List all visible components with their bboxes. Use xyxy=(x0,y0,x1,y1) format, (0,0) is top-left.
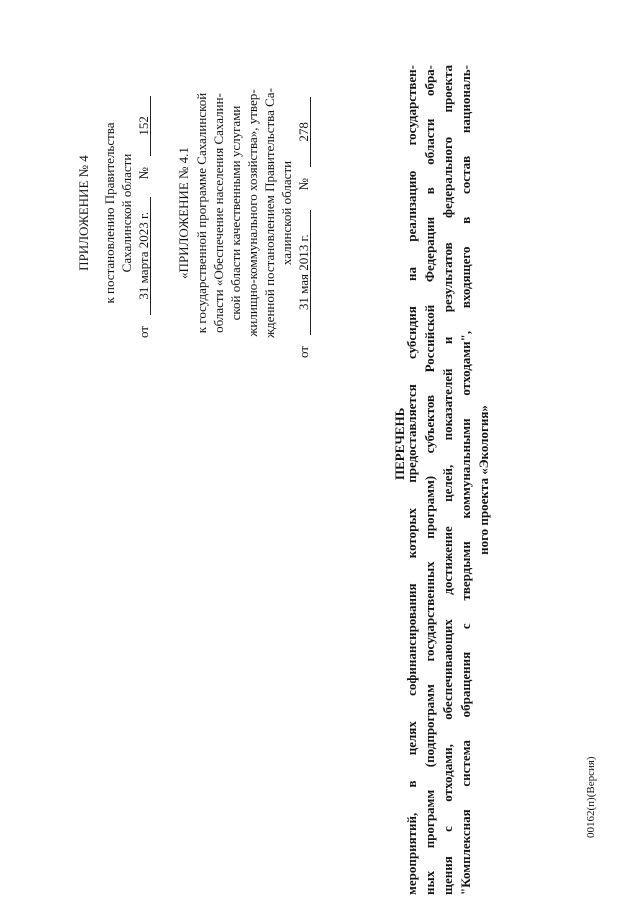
appendix-main-line2: к постановлению Правительства xyxy=(102,122,117,304)
description-line: мероприятий, в целях софинансирования которых предоставляется субсидия на реализацию государствен- xyxy=(404,65,419,895)
appendix-sub-date-line xyxy=(296,68,312,358)
appendix-sub-line: жденной постановлением Правительства Са- xyxy=(262,88,277,338)
appendix-sub-num-label: № xyxy=(296,178,311,191)
appendix-main-from-label: от xyxy=(136,325,151,338)
description-line: ного проекта «Экология» xyxy=(476,405,491,555)
appendix-sub-line: халинской области xyxy=(279,160,294,266)
appendix-main-date-line xyxy=(136,88,152,338)
appendix-main-num-label: № xyxy=(136,167,151,180)
description-line: щения с отходами, обеспечивающих достижение целей, показателей и результатов федерального проекта xyxy=(440,65,455,895)
appendix-main-date: 31 марта 2023 г. xyxy=(137,197,151,315)
appendix-main-block xyxy=(70,88,160,338)
appendix-sub-line: жилищно-коммунального хозяйства», утвер- xyxy=(245,89,260,337)
appendix-sub-title: «ПРИЛОЖЕНИЕ № 4.1 xyxy=(176,147,191,279)
appendix-sub-date: 31 мая 2013 г. xyxy=(297,210,311,335)
appendix-sub-line: области «Обеспечение населения Сахалин- xyxy=(211,93,226,333)
footer-code-block xyxy=(585,718,605,838)
appendix-sub-from-label: от xyxy=(296,345,311,358)
footer-code: 00162(п)(Версия) xyxy=(585,756,597,838)
document-title: ПЕРЕЧЕНЬ xyxy=(392,407,407,480)
appendix-sub-line: к государственной программе Сахалинской xyxy=(194,92,209,334)
description-line: "Комплексная система обращения с твердыми коммунальными отходами", входящего в состав националь- xyxy=(458,65,473,895)
appendix-sub-number: 278 xyxy=(297,97,311,167)
appendix-sub-line: ской области качественными услугами xyxy=(228,105,243,321)
appendix-sub-block xyxy=(170,68,320,358)
appendix-main-title: ПРИЛОЖЕНИЕ № 4 xyxy=(76,155,91,271)
description-line: ных программ (подпрограмм государственных программ) субъектов Российской Федерации в области обра- xyxy=(422,65,437,895)
appendix-main-line3: Сахалинской области xyxy=(119,153,134,273)
document-description xyxy=(404,65,514,895)
appendix-main-number: 152 xyxy=(137,96,151,156)
